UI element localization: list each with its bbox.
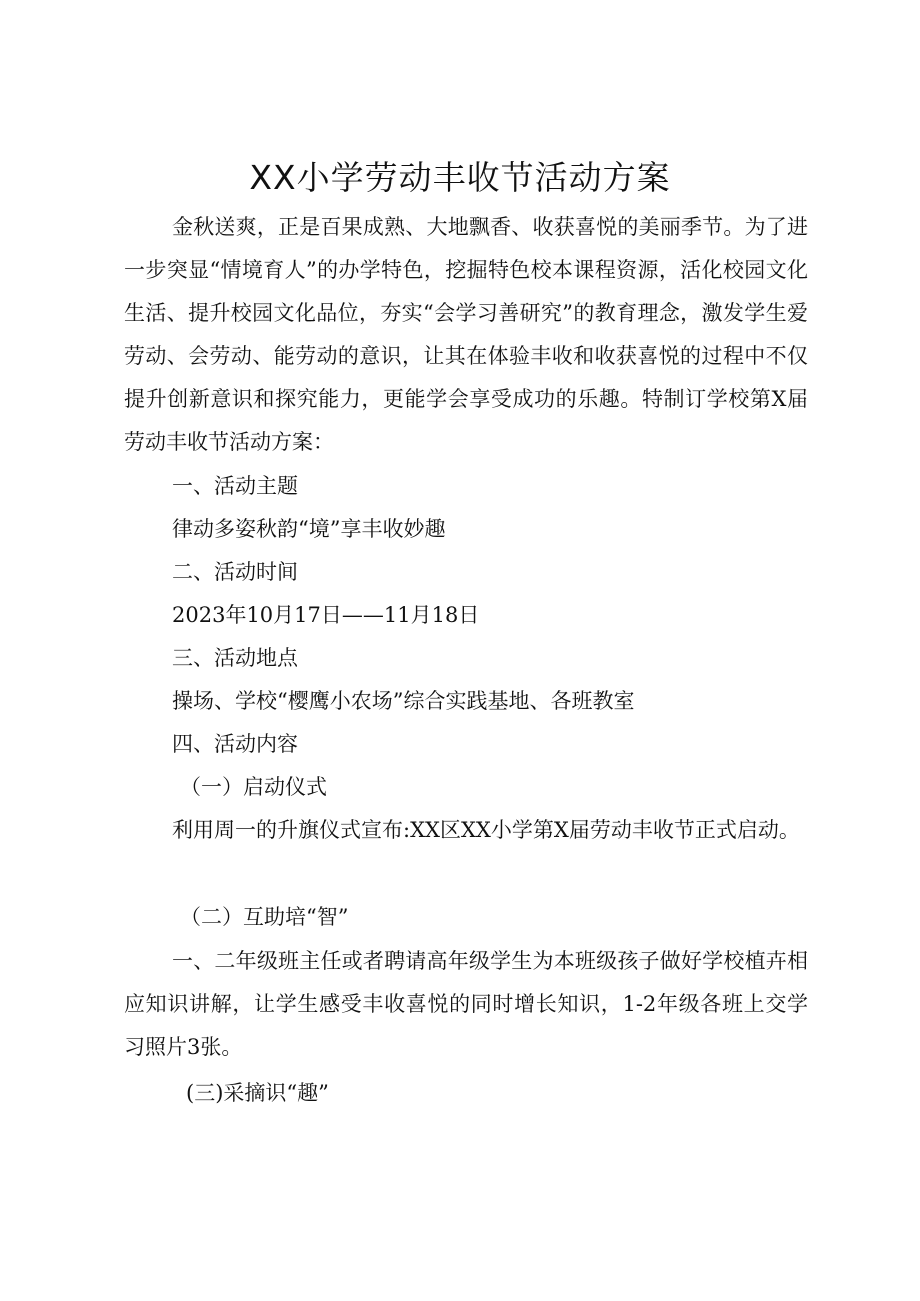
subsection-heading-mutual-help: （二）互助培“智” <box>180 905 349 929</box>
mutual-help-paragraph: 一、二年级班主任或者聘请高年级学生为本班级孩子做好学校植卉相应知识讲解，让学生感受丰收喜悦的同时增长知识，1-2年级各班上交学习照片3张。 <box>124 949 808 1059</box>
subsection-heading-picking: (三)采摘识“趣” <box>186 1081 329 1105</box>
section-heading-content: 四、活动内容 <box>172 732 298 756</box>
subsection-heading-launch: （一）启动仪式 <box>180 775 327 799</box>
section-heading-time: 二、活动时间 <box>172 560 298 584</box>
document-title: XX小学劳动丰收节活动方案 <box>249 158 671 197</box>
location-text: 操场、学校“樱鹰小农场”综合实践基地、各班教室 <box>172 689 635 713</box>
intro-paragraph: 金秋送爽，正是百果成熟、大地飘香、收获喜悦的美丽季节。为了进一步突显“情境育人”的办学特色，挖掘特色校本课程资源，活化校园文化生活、提升校园文化品位，夯实“会学习善研究”的教育理念，激发学生爱劳动、会劳动、能劳动的意识，让其在体验丰收和收获喜悦的过程中不仅提升创新意识和探究能力，更能学会享受成功的乐趣。特制订学校第X届劳动丰收节活动方案： <box>124 215 808 454</box>
section-heading-location: 三、活动地点 <box>172 646 298 670</box>
launch-paragraph: 利用周一的升旗仪式宣布:XX区XX小学第X届劳动丰收节正式启动。 <box>172 818 800 842</box>
theme-text: 律动多姿秋韵“境”享丰收妙趣 <box>172 517 446 541</box>
time-text: 2023年10月17日——11月18日 <box>172 603 480 627</box>
section-heading-theme: 一、活动主题 <box>172 474 298 498</box>
